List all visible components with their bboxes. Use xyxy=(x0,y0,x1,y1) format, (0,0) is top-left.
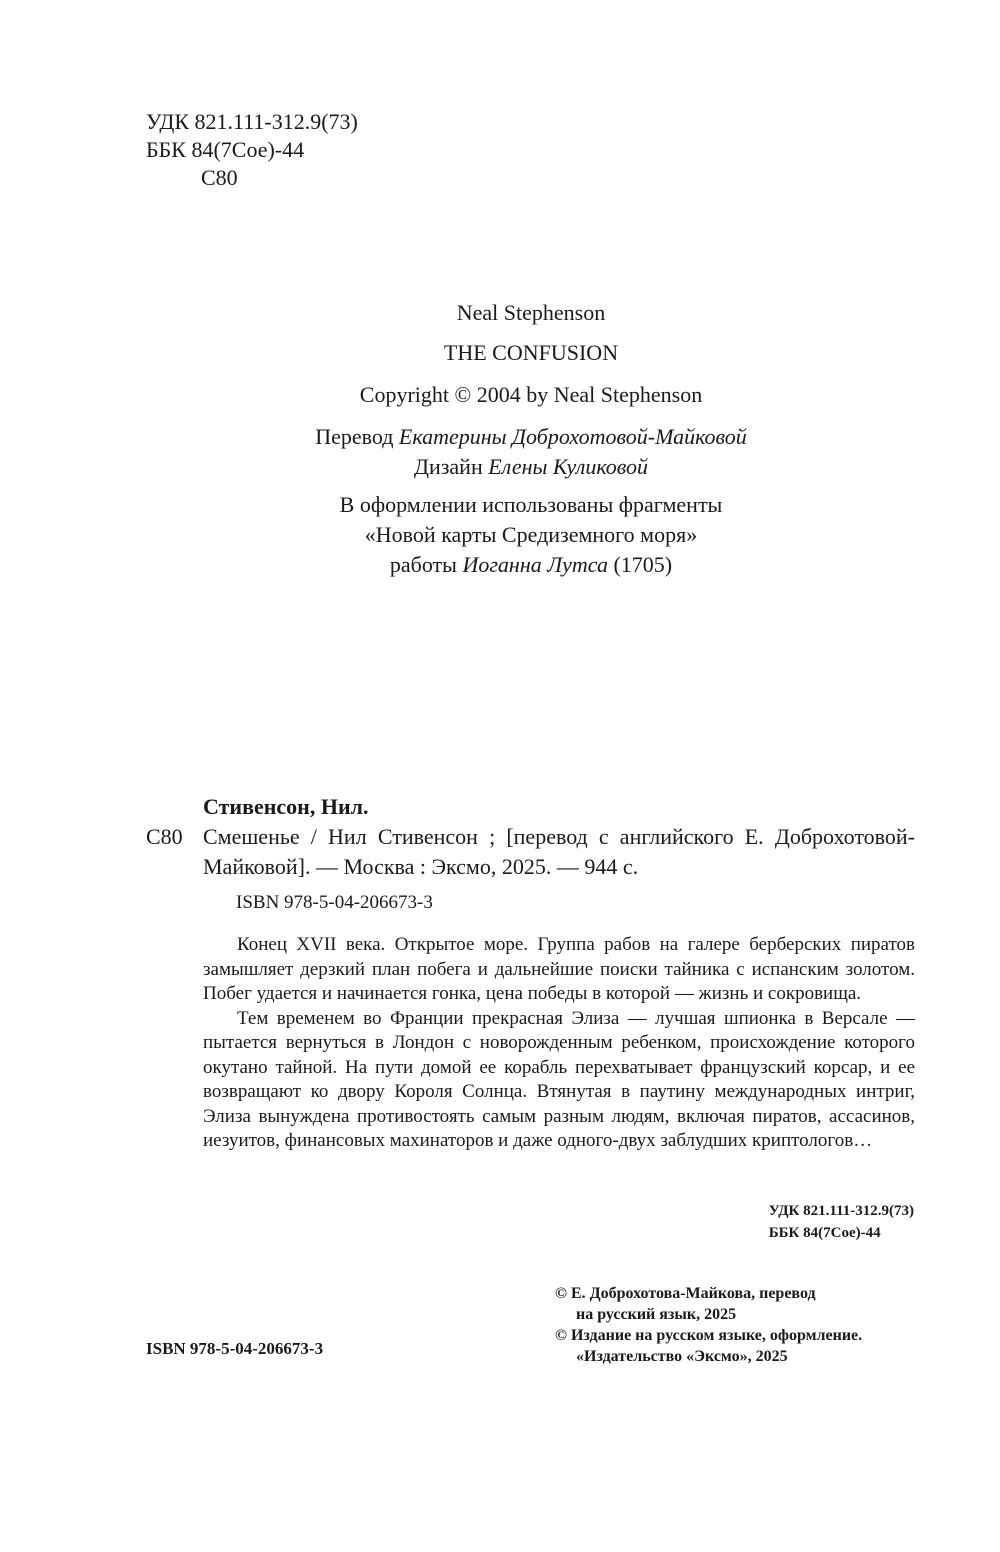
original-author: Neal Stephenson xyxy=(456,300,606,325)
edition-copyright: © Издание на русском языке, оформление. xyxy=(555,1327,863,1344)
design-credit: Дизайн Елены Куликовой xyxy=(413,454,649,479)
author-mark: С80 xyxy=(201,165,238,190)
isbn-bottom: ISBN 978-5-04-206673-3 xyxy=(146,1339,324,1358)
annotation-paragraph: Конец XVII века. Открытое море. Группа рабов на галере берберских пиратов замышляет дерзкий план побега и дальнейшие поиски тайника с испанским золотом. Побег удается и начинается гонка, цена победы в которой — жизнь и сокровища. xyxy=(203,934,915,1004)
annotation xyxy=(203,933,915,1154)
original-copyright: Copyright © 2004 by Neal Stephenson xyxy=(359,382,703,407)
bibliographic-description: Смешенье / Нил Стивенсон ; [перевод с английского Е. Доброхотовой-Майковой]. — Москва : Эксмо, 2025. — 944 с. xyxy=(203,824,915,879)
design-note: В оформлении использованы фрагменты «Новой карты Средиземного моря» работы Иоганна Лутса (1705) xyxy=(339,492,723,577)
udk-code: УДК 821.111-312.9(73) xyxy=(146,109,358,134)
copyright-notices: © Е. Доброхотова-Майкова, перевод на русский язык, 2025 © Издание на русском языке, оформление. «Издательство «Эксмо», 2025 xyxy=(555,1283,925,1367)
bbk-code: ББК 84(7Сое)-44 xyxy=(146,137,305,162)
bbk-code-small: ББК 84(7Сое)-44 xyxy=(768,1225,881,1241)
translation-credit: Перевод Екатерины Доброхотовой-Майковой xyxy=(315,424,747,449)
bibliographic-isbn: ISBN 978-5-04-206673-3 xyxy=(236,892,433,913)
designer-name: Елены Куликовой xyxy=(488,454,649,479)
bottom-classification-codes xyxy=(769,1200,914,1244)
udk-code-small: УДК 821.111-312.9(73) xyxy=(768,1203,914,1219)
top-classification-codes xyxy=(146,108,358,192)
bibliographic-code: С80 xyxy=(146,824,183,849)
translation-copyright: © Е. Доброхотова-Майкова, перевод xyxy=(555,1285,816,1302)
credits xyxy=(250,422,812,482)
original-title: THE CONFUSION xyxy=(443,340,619,365)
bibliographic-author-heading: Стивенсон, Нил. xyxy=(203,794,369,819)
translator-name: Екатерины Доброхотовой-Майковой xyxy=(398,424,747,449)
annotation-paragraph: Тем временем во Франции прекрасная Элиза — лучшая шпионка в Версале — пытается вернуться в Лондон с новорожденным ребенком, происхождение которого окутано тайной. На пути домой ее корабль перехватывает французский корсар, и ее возвращают ко двору Короля Солнца. Втянутая в паутину международных интриг, Элиза вынуждена противостоять самым разным людям, включая пиратов, ассасинов, иезуитов, финансовых махинаторов и даже одного-двух заблудших криптологов… xyxy=(203,1007,915,1151)
artist-name: Иоганна Лутса xyxy=(462,552,608,577)
